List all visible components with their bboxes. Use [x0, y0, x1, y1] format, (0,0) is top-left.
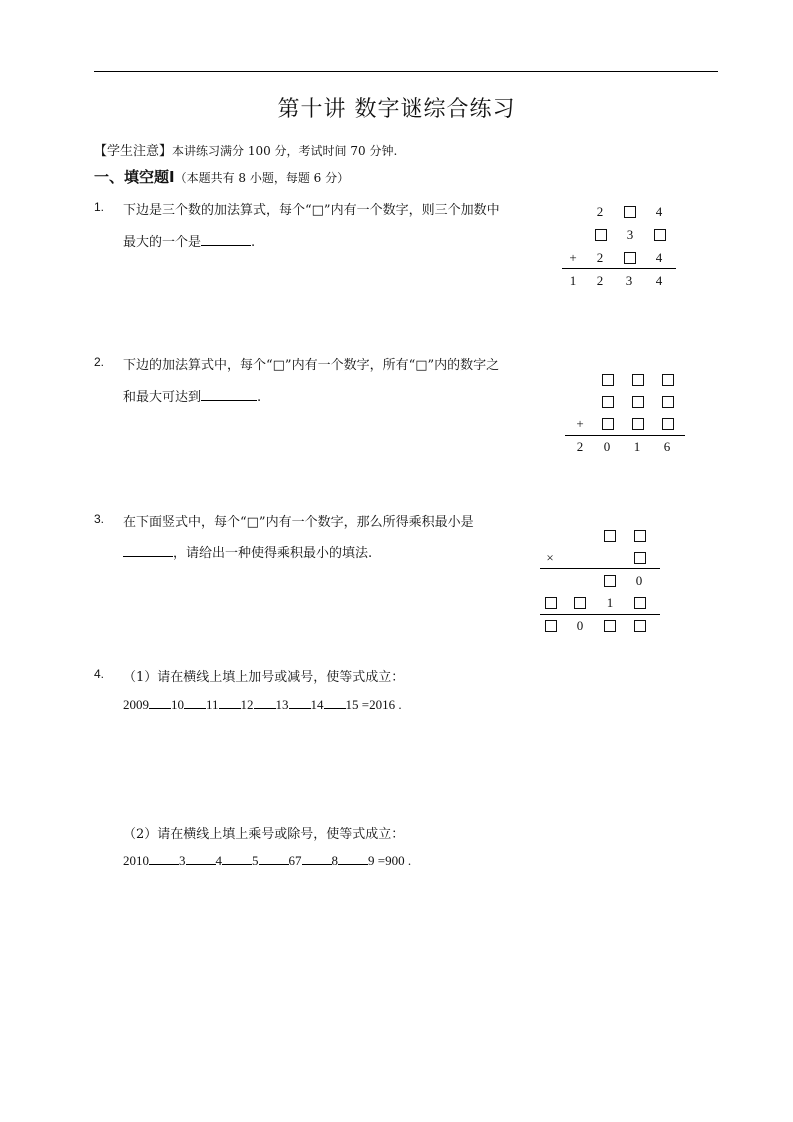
q4p2-term-1: 2010 — [123, 853, 149, 868]
q1-sum-line — [562, 268, 676, 269]
q3-line2 — [123, 542, 372, 561]
q1-line1: 下边是三个数的加法算式，每个“□”内有一个数字，则三个加数中 — [123, 203, 500, 218]
q4p1-term-5: 13 — [275, 697, 289, 712]
q1-line2 — [123, 231, 255, 250]
q1-r1-box[interactable] — [624, 206, 636, 218]
q4p2-blank-2[interactable] — [186, 853, 216, 865]
notice-heading: 【学生注意】 — [94, 144, 173, 159]
q2-r3-box-3[interactable] — [662, 418, 674, 430]
q2-line1: 下边的加法算式中，每个“□”内有一个数字，所有“□”内的数字之 — [123, 358, 500, 373]
q2-result-digit-1: 2 — [576, 439, 584, 454]
q1-result-digit-2: 2 — [596, 273, 604, 288]
q3-number: 3. — [94, 512, 105, 526]
q1-r2-box-2[interactable] — [654, 229, 666, 241]
q1-r2-box-1[interactable] — [595, 229, 607, 241]
q4p2-term-3: 4 — [215, 853, 222, 868]
q4-part1-label: （1）请在横线上填上加号或减号，使等式成立： — [123, 670, 405, 685]
student-notice — [94, 140, 397, 159]
q2-result-digit-3: 1 — [633, 439, 641, 454]
q3-partial2-box-3[interactable] — [634, 597, 646, 609]
q4p2-blank-3[interactable] — [222, 853, 252, 865]
q2-r1-box-3[interactable] — [662, 374, 674, 386]
section-heading — [94, 166, 349, 187]
q3-answer-blank[interactable] — [123, 544, 173, 557]
q4-part2-equation — [123, 853, 411, 869]
q3-line-2 — [540, 614, 660, 615]
q3-result-box-2[interactable] — [604, 620, 616, 632]
q3-partial2-box-1[interactable] — [545, 597, 557, 609]
q3-line2-text: ，请给出一种使得乘积最小的填法. — [173, 546, 373, 561]
q4p1-term-6: 14 — [310, 697, 324, 712]
q1-r1-digit-1: 2 — [596, 204, 604, 219]
q3-result-box-1[interactable] — [545, 620, 557, 632]
section-title: 一、填空题Ⅰ — [94, 168, 175, 186]
q4p2-blank-4[interactable] — [259, 853, 289, 865]
q3-multiplier-box[interactable] — [634, 552, 646, 564]
q3-result-box-3[interactable] — [634, 620, 646, 632]
q1-result-digit-4: 4 — [655, 273, 663, 288]
q4p2-term-7: 9 =900 . — [368, 853, 412, 868]
q3-line-1 — [540, 568, 660, 569]
q3-partial2-digit: 1 — [606, 595, 614, 610]
q1-number: 1. — [94, 200, 105, 214]
q4p1-term-7: 15 =2016 . — [345, 697, 402, 712]
q4p1-term-4: 12 — [240, 697, 254, 712]
q1-result-digit-3: 3 — [625, 273, 633, 288]
q4p2-blank-6[interactable] — [338, 853, 368, 865]
q4p1-term-2: 10 — [171, 697, 184, 712]
q1-r3-digit-1: 2 — [596, 250, 604, 265]
q2-r3-box-1[interactable] — [602, 418, 614, 430]
q2-r2-box-1[interactable] — [602, 396, 614, 408]
q2-sum-line — [565, 435, 685, 436]
q4p1-term-3: 11 — [206, 697, 219, 712]
q1-plus-sign: + — [569, 250, 577, 265]
q4p1-blank-5[interactable] — [289, 697, 311, 709]
q4p1-blank-2[interactable] — [184, 697, 206, 709]
q2-answer-blank[interactable] — [201, 388, 257, 401]
q1-period: . — [251, 235, 256, 250]
q4p2-term-4: 5 — [252, 853, 259, 868]
notice-text: 本讲练习满分 100 分，考试时间 70 分钟. — [172, 144, 398, 158]
q2-r2-box-2[interactable] — [632, 396, 644, 408]
q4-part1-equation — [123, 697, 402, 713]
q4p2-blank-5[interactable] — [302, 853, 332, 865]
q2-r2-box-3[interactable] — [662, 396, 674, 408]
q3-result-digit: 0 — [576, 618, 584, 633]
q1-answer-blank[interactable] — [201, 233, 251, 246]
q4p2-term-2: 3 — [179, 853, 186, 868]
q2-result-digit-4: 6 — [663, 439, 671, 454]
q4p2-blank-1[interactable] — [149, 853, 179, 865]
q4p1-blank-6[interactable] — [324, 697, 346, 709]
q2-line2 — [123, 386, 261, 405]
q2-r3-box-2[interactable] — [632, 418, 644, 430]
q1-r3-box[interactable] — [624, 252, 636, 264]
section-note: （本题共有 8 小题，每题 6 分） — [174, 171, 350, 185]
q3-times-sign: × — [546, 550, 554, 565]
q1-line2-text: 最大的一个是 — [123, 235, 202, 250]
q2-addition-puzzle — [560, 360, 671, 460]
page-title: 第十讲 数字谜综合练习 — [277, 97, 516, 122]
q4-part2-label: （2）请在横线上填上乘号或除号，使等式成立： — [123, 827, 405, 842]
q2-line2-text: 和最大可达到 — [123, 390, 202, 405]
q4-number: 4. — [94, 667, 105, 681]
q2-result-digit-2: 0 — [603, 439, 611, 454]
header-rule — [94, 71, 718, 72]
q2-period: . — [257, 390, 262, 405]
q4p2-term-5: 67 — [288, 853, 302, 868]
q2-r1-box-2[interactable] — [632, 374, 644, 386]
q2-r1-box-1[interactable] — [602, 374, 614, 386]
q4p1-blank-1[interactable] — [149, 697, 171, 709]
q1-r1-digit-2: 4 — [655, 204, 663, 219]
q3-multiplicand-box-2[interactable] — [634, 530, 646, 542]
q3-partial1-box[interactable] — [604, 575, 616, 587]
q4p1-term-1: 2009 — [123, 697, 149, 712]
q3-partial2-box-2[interactable] — [574, 597, 586, 609]
q4p1-blank-3[interactable] — [219, 697, 241, 709]
q1-r2-digit: 3 — [626, 227, 634, 242]
q3-partial1-digit: 0 — [635, 573, 643, 588]
q3-line1: 在下面竖式中，每个“□”内有一个数字，那么所得乘积最小是 — [123, 515, 474, 530]
q4p2-term-6: 8 — [331, 853, 338, 868]
q2-number: 2. — [94, 355, 105, 369]
q4p1-blank-4[interactable] — [254, 697, 276, 709]
q2-plus-sign: + — [576, 416, 584, 431]
q3-multiplicand-box-1[interactable] — [604, 530, 616, 542]
q1-r3-digit-2: 4 — [655, 250, 663, 265]
q1-result-digit-1: 1 — [569, 273, 577, 288]
